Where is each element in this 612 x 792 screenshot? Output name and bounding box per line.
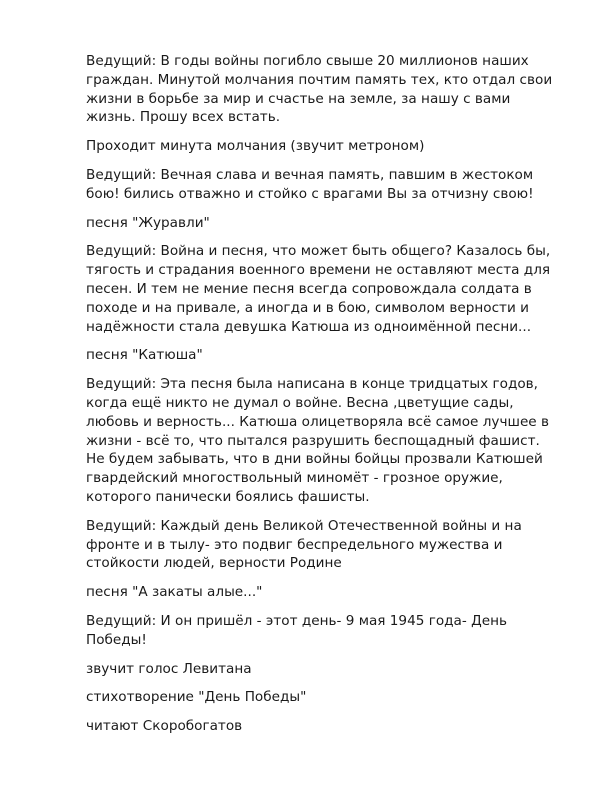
paragraph xyxy=(86,52,576,127)
paragraph xyxy=(86,688,576,707)
text-line: читают Скоробогатов xyxy=(86,718,243,735)
text-line: гвардейский многоствольный миномёт - грозное оружие, xyxy=(86,470,503,487)
text-line: Ведущий: В годы войны погибло свыше 20 миллионов наших xyxy=(86,53,529,69)
text-line: Ведущий: Вечная слава и вечная память, павшим в жестоком xyxy=(86,166,534,183)
text-line: когда ещё никто не думал о войне. Весна ,цветущие сады, xyxy=(86,394,514,411)
text-line: Проходит минута молчания (звучит метроном) xyxy=(86,138,425,155)
text-line: песня "Катюша" xyxy=(86,347,203,364)
paragraph xyxy=(86,717,576,736)
text-line: Победы! xyxy=(86,631,147,648)
text-line: звучит голос Левитана xyxy=(86,660,252,677)
text-line: жизнь. Прошу всех встать. xyxy=(86,109,281,126)
paragraph xyxy=(86,214,576,233)
text-line: стойкости людей, верности Родине xyxy=(86,555,342,572)
text-line: жизни в борьбе за мир и счастье на земле, за нашу с вами xyxy=(86,90,511,107)
document-body xyxy=(86,52,576,746)
text-line: песня "Журавли" xyxy=(86,214,210,231)
text-line: граждан. Минутой молчания почтим память тех, кто отдал свои xyxy=(86,71,553,88)
text-line: песен. И тем не мение песня всегда сопровождала солдата в xyxy=(86,280,532,297)
paragraph xyxy=(86,517,576,573)
text-line: Ведущий: Каждый день Великой Отечественной войны и на xyxy=(86,517,522,534)
text-line: любовь и верность... Катюша олицетворяла всё самое лучшее в xyxy=(86,413,550,430)
text-line: Не будем забывать, что в дни войны бойцы прозвали Катюшей xyxy=(86,451,543,468)
text-line: песня "А закаты алые..." xyxy=(86,584,263,601)
paragraph xyxy=(86,612,576,650)
paragraph xyxy=(86,346,576,365)
paragraph xyxy=(86,166,576,204)
text-line: тягость и страдания военного времени не оставляют места для xyxy=(86,262,551,279)
text-line: Ведущий: Эта песня была написана в конце тридцатых годов, xyxy=(86,376,538,393)
text-line: стихотворение "День Победы" xyxy=(86,689,307,706)
paragraph xyxy=(86,375,576,507)
text-line: бою! бились отважно и стойко с врагами Вы за отчизну свою! xyxy=(86,185,534,202)
paragraph xyxy=(86,660,576,679)
text-line: фронте и в тылу- это подвиг беспредельного мужества и xyxy=(86,536,503,553)
text-line: которого панически боялись фашисты. xyxy=(86,488,370,505)
paragraph xyxy=(86,137,576,156)
text-line: Ведущий: Война и песня, что может быть общего? Казалось бы, xyxy=(86,243,551,260)
text-line: надёжности стала девушка Катюша из одноимённой песни... xyxy=(86,318,532,335)
text-line: Ведущий: И он пришёл - этот день- 9 мая 1945 года- День xyxy=(86,612,508,629)
paragraph xyxy=(86,583,576,602)
text-line: походе и на привале, а иногда и в бою, символом верности и xyxy=(86,299,529,316)
text-line: жизни - всё то, что пытался разрушить беспощадный фашист. xyxy=(86,432,540,449)
paragraph xyxy=(86,242,576,336)
